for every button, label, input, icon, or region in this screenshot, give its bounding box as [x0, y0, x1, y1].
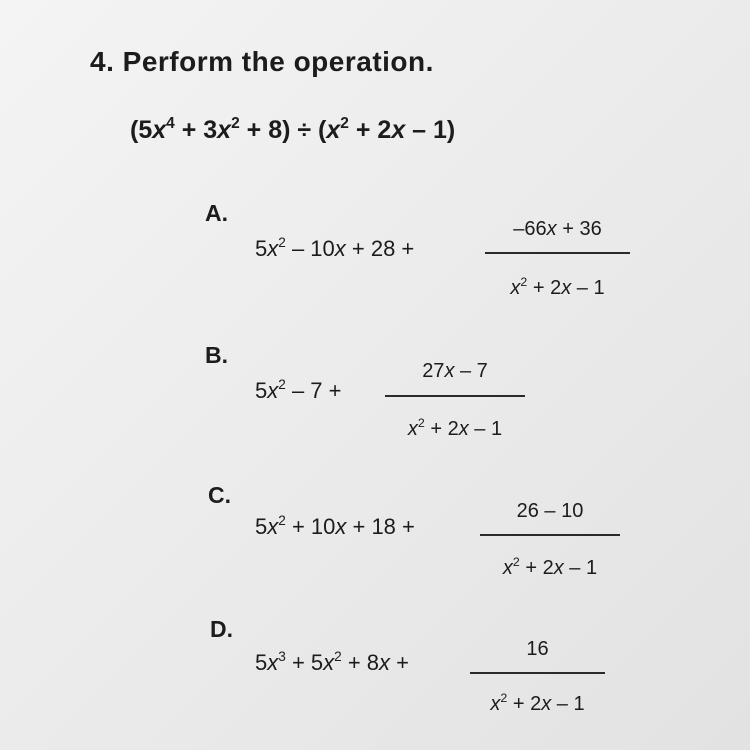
choice-c-numerator: 26 – 10	[516, 500, 584, 522]
choice-c-quotient: $5x^2 + 10x + 18$ +	[255, 513, 415, 539]
question-heading	[90, 46, 434, 78]
choice-a-fraction-bar	[485, 252, 630, 254]
choice-d-quotient: $5x^3 + 5x^2 + 8x$ +	[255, 649, 409, 675]
division-problem: $(5x^4 + 3x^2 + 8) \div (x^2 + 2x - 1)$	[130, 114, 456, 144]
choice-b-denominator: $x^2 + 2x - 1$	[407, 415, 503, 440]
choice-a-numerator: –66x + 36	[513, 218, 602, 240]
question-title: Perform the operation.	[122, 46, 434, 77]
choice-d-letter: D.	[210, 616, 233, 642]
question-number: 4.	[90, 46, 115, 77]
choice-b-letter: B.	[205, 342, 228, 368]
choice-a-letter: A.	[205, 200, 228, 226]
choice-b-numerator: 27x – 7	[422, 360, 488, 382]
choice-d-numerator: 16	[526, 638, 549, 660]
choice-b-quotient: $5x^2 - 7$ +	[255, 377, 342, 403]
choice-c-denominator: $x^2 + 2x - 1$	[502, 554, 598, 579]
choice-c-fraction-bar	[480, 534, 620, 536]
choice-d-denominator: $x^2 + 2x - 1$	[490, 690, 585, 715]
choice-a-quotient: $5x^2 - 10x + 28$ +	[255, 235, 415, 261]
choice-d-fraction-bar	[470, 672, 605, 674]
choice-a-denominator: $x^2 + 2x - 1$	[510, 274, 605, 299]
choice-c-letter: C.	[208, 482, 231, 508]
choice-b-fraction-bar	[385, 395, 525, 397]
